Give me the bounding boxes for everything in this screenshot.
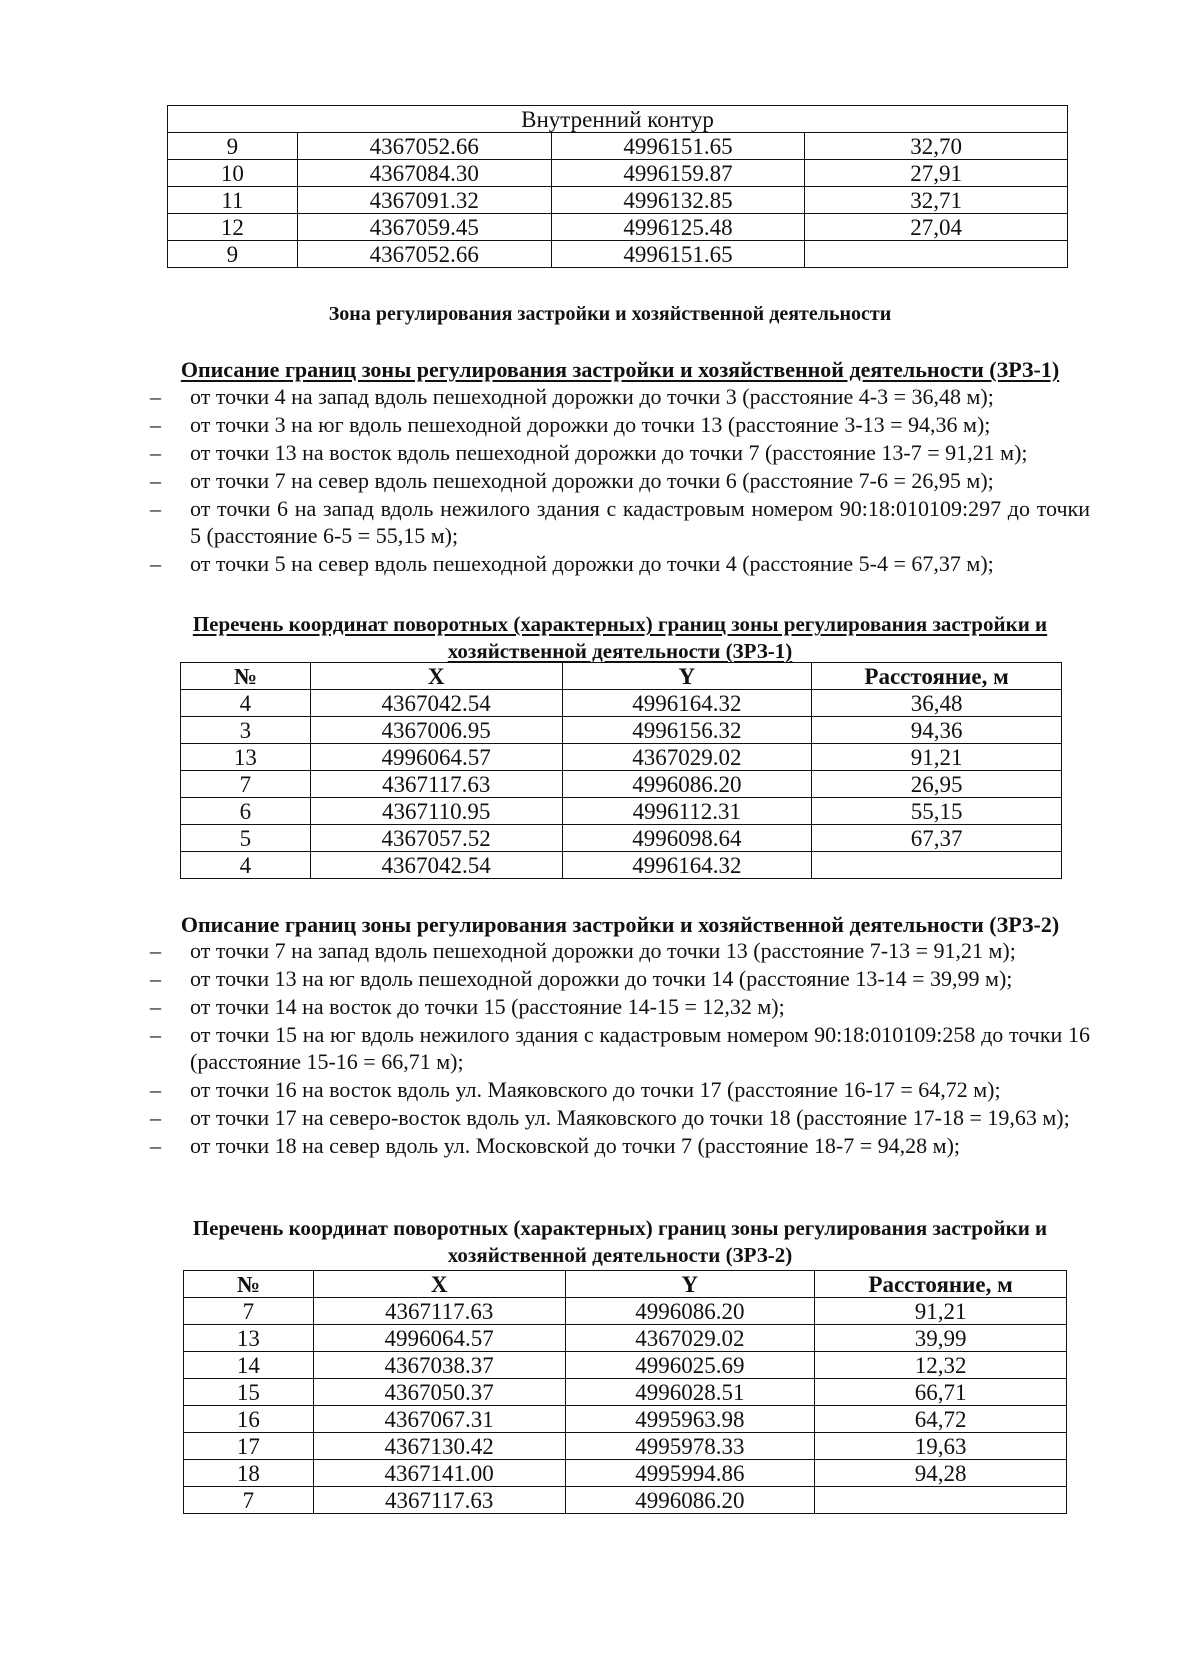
cell-distance: 32,70 [805, 133, 1068, 160]
cell-x: 4367117.63 [313, 1298, 565, 1325]
zrz2-coordinates-table [183, 1270, 1067, 1514]
table-row [184, 1325, 1067, 1352]
table-row [168, 214, 1068, 241]
table-row [184, 1379, 1067, 1406]
cell-distance: 94,36 [812, 717, 1062, 744]
cell-distance: 67,37 [812, 825, 1062, 852]
table-row [184, 1406, 1067, 1433]
inner-contour-table [167, 105, 1068, 268]
cell-distance: 27,04 [805, 214, 1068, 241]
table-row [168, 133, 1068, 160]
table-row [181, 717, 1062, 744]
cell-distance [815, 1487, 1067, 1514]
cell-y: 4995994.86 [565, 1460, 815, 1487]
cell-num: 14 [184, 1352, 314, 1379]
table-row [168, 160, 1068, 187]
list-item: – от точки 18 на север вдоль ул. Московской до точки 7 (расстояние 18-7 = 94,28 м); [150, 1132, 1090, 1159]
cell-num: 16 [184, 1406, 314, 1433]
cell-x: 4367050.37 [313, 1379, 565, 1406]
cell-x: 4367059.45 [297, 214, 551, 241]
table-row [181, 825, 1062, 852]
cell-num: 17 [184, 1433, 314, 1460]
cell-x: 4367057.52 [310, 825, 562, 852]
list-item: – от точки 14 на восток до точки 15 (расстояние 14-15 = 12,32 м); [150, 993, 1090, 1020]
cell-x: 4996064.57 [313, 1325, 565, 1352]
cell-num: 5 [181, 825, 311, 852]
cell-distance: 32,71 [805, 187, 1068, 214]
zrz1-description-title: Описание границ зоны регулирования застройки и хозяйственной деятельности (ЗРЗ-1) [180, 357, 1060, 382]
list-item: – от точки 13 на восток вдоль пешеходной дорожки до точки 7 (расстояние 13-7 = 91,21 м); [150, 439, 1090, 466]
cell-x: 4996064.57 [310, 744, 562, 771]
cell-distance: 36,48 [812, 690, 1062, 717]
table-row [184, 1352, 1067, 1379]
zrz1-coordinates-table [180, 662, 1062, 879]
cell-num: 9 [168, 133, 298, 160]
cell-num: 3 [181, 717, 311, 744]
cell-distance [805, 241, 1068, 268]
cell-x: 4367042.54 [310, 852, 562, 879]
table-row [184, 1460, 1067, 1487]
cell-y: 4996159.87 [551, 160, 805, 187]
list-item: – от точки 17 на северо-восток вдоль ул. Маяковского до точки 18 (расстояние 17-18 = 19,63 м); [150, 1104, 1090, 1131]
cell-x: 4367110.95 [310, 798, 562, 825]
cell-x: 4367006.95 [310, 717, 562, 744]
cell-y: 4996132.85 [551, 187, 805, 214]
cell-distance: 94,28 [815, 1460, 1067, 1487]
cell-x: 4367084.30 [297, 160, 551, 187]
cell-x: 4367091.32 [297, 187, 551, 214]
cell-distance [812, 852, 1062, 879]
table-row [181, 852, 1062, 879]
cell-distance: 91,21 [812, 744, 1062, 771]
column-header-x: X [313, 1271, 565, 1298]
zrz2-description-title: Описание границ зоны регулирования застройки и хозяйственной деятельности (ЗРЗ-2) [180, 912, 1060, 937]
column-header-x: X [310, 663, 562, 690]
cell-x: 4367052.66 [297, 133, 551, 160]
cell-y: 4996086.20 [562, 771, 812, 798]
cell-y: 4996164.32 [562, 852, 812, 879]
list-item: – от точки 7 на север вдоль пешеходной дорожки до точки 6 (расстояние 7-6 = 26,95 м); [150, 467, 1090, 494]
inner-contour-header: Внутренний контур [168, 106, 1068, 133]
table-row [181, 744, 1062, 771]
cell-num: 12 [168, 214, 298, 241]
cell-y: 4367029.02 [562, 744, 812, 771]
cell-y: 4996086.20 [565, 1487, 815, 1514]
column-header-num: № [181, 663, 311, 690]
cell-distance: 66,71 [815, 1379, 1067, 1406]
list-item: – от точки 5 на север вдоль пешеходной дорожки до точки 4 (расстояние 5-4 = 67,37 м); [150, 550, 1090, 577]
list-item: – от точки 16 на восток вдоль ул. Маяковского до точки 17 (расстояние 16-17 = 64,72 м); [150, 1076, 1090, 1103]
list-item: – от точки 4 на запад вдоль пешеходной дорожки до точки 3 (расстояние 4-3 = 36,48 м); [150, 383, 1090, 410]
cell-x: 4367038.37 [313, 1352, 565, 1379]
table-row [181, 771, 1062, 798]
cell-y: 4996164.32 [562, 690, 812, 717]
table-header-row [181, 663, 1062, 690]
cell-y: 4995963.98 [565, 1406, 815, 1433]
cell-x: 4367067.31 [313, 1406, 565, 1433]
table-row [168, 187, 1068, 214]
cell-distance: 27,91 [805, 160, 1068, 187]
cell-x: 4367052.66 [297, 241, 551, 268]
cell-distance: 64,72 [815, 1406, 1067, 1433]
cell-distance: 19,63 [815, 1433, 1067, 1460]
cell-num: 7 [181, 771, 311, 798]
table-header-row [184, 1271, 1067, 1298]
cell-x: 4367117.63 [313, 1487, 565, 1514]
cell-num: 4 [181, 690, 311, 717]
cell-num: 4 [181, 852, 311, 879]
cell-y: 4996112.31 [562, 798, 812, 825]
cell-distance: 91,21 [815, 1298, 1067, 1325]
cell-num: 11 [168, 187, 298, 214]
zrz2-table-title: Перечень координат поворотных (характерных) границ зоны регулирования застройки и хозяйственной деятельности (ЗРЗ-2) [192, 1216, 1048, 1267]
cell-y: 4996125.48 [551, 214, 805, 241]
cell-num: 18 [184, 1460, 314, 1487]
table-row [184, 1298, 1067, 1325]
cell-distance: 12,32 [815, 1352, 1067, 1379]
cell-y: 4996025.69 [565, 1352, 815, 1379]
list-item: – от точки 15 на юг вдоль нежилого здания с кадастровым номером 90:18:010109:258 до точки 16 (расстояние 15-16 = 66,71 м); [150, 1021, 1090, 1075]
column-header-num: № [184, 1271, 314, 1298]
cell-y: 4996156.32 [562, 717, 812, 744]
cell-y: 4367029.02 [565, 1325, 815, 1352]
cell-y: 4995978.33 [565, 1433, 815, 1460]
cell-distance: 39,99 [815, 1325, 1067, 1352]
list-item: – от точки 7 на запад вдоль пешеходной дорожки до точки 13 (расстояние 7-13 = 91,21 м); [150, 937, 1090, 964]
cell-distance: 55,15 [812, 798, 1062, 825]
zone-heading: Зона регулирования застройки и хозяйственной деятельности [328, 303, 892, 325]
cell-num: 15 [184, 1379, 314, 1406]
table-row [184, 1433, 1067, 1460]
cell-num: 7 [184, 1487, 314, 1514]
cell-num: 7 [184, 1298, 314, 1325]
cell-y: 4996151.65 [551, 133, 805, 160]
cell-y: 4996098.64 [562, 825, 812, 852]
table-row [168, 241, 1068, 268]
table-row [181, 798, 1062, 825]
cell-y: 4996086.20 [565, 1298, 815, 1325]
cell-x: 4367042.54 [310, 690, 562, 717]
cell-x: 4367141.00 [313, 1460, 565, 1487]
cell-num: 13 [184, 1325, 314, 1352]
table-row [184, 1487, 1067, 1514]
table-row [181, 690, 1062, 717]
list-item: – от точки 13 на юг вдоль пешеходной дорожки до точки 14 (расстояние 13-14 = 39,99 м); [150, 965, 1090, 992]
zrz2-boundary-list [150, 937, 1090, 1160]
cell-num: 10 [168, 160, 298, 187]
cell-num: 9 [168, 241, 298, 268]
column-header-distance: Расстояние, м [815, 1271, 1067, 1298]
cell-x: 4367130.42 [313, 1433, 565, 1460]
column-header-distance: Расстояние, м [812, 663, 1062, 690]
cell-y: 4996028.51 [565, 1379, 815, 1406]
column-header-y: Y [562, 663, 812, 690]
list-item: – от точки 6 на запад вдоль нежилого здания с кадастровым номером 90:18:010109:297 до точки 5 (расстояние 6-5 = 55,15 м); [150, 495, 1090, 549]
cell-y: 4996151.65 [551, 241, 805, 268]
cell-num: 13 [181, 744, 311, 771]
table-header-row [168, 106, 1068, 133]
cell-x: 4367117.63 [310, 771, 562, 798]
cell-distance: 26,95 [812, 771, 1062, 798]
list-item: – от точки 3 на юг вдоль пешеходной дорожки до точки 13 (расстояние 3-13 = 94,36 м); [150, 411, 1090, 438]
zrz1-boundary-list [150, 383, 1090, 578]
zrz1-table-title: Перечень координат поворотных (характерных) границ зоны регулирования застройки и хозяйственной деятельности (ЗРЗ-1) [192, 612, 1048, 663]
cell-num: 6 [181, 798, 311, 825]
column-header-y: Y [565, 1271, 815, 1298]
